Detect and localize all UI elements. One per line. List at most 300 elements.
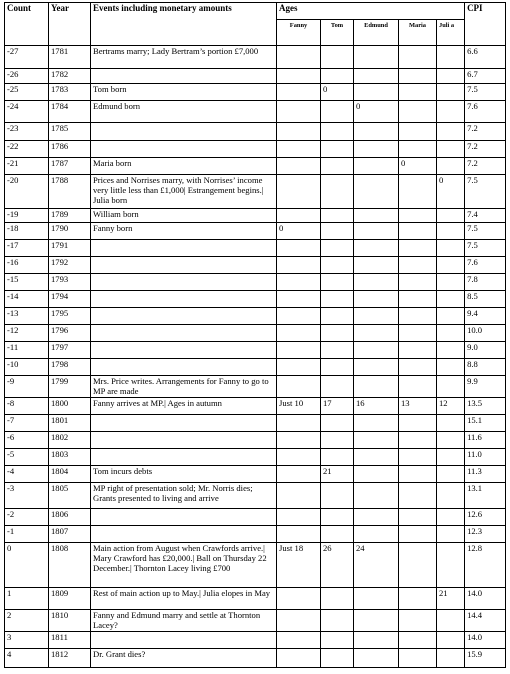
count-cell: -1 — [5, 526, 49, 543]
maria-age-cell — [399, 46, 437, 69]
julia-age-cell — [437, 46, 465, 69]
year-cell: 1804 — [49, 466, 91, 483]
year-cell: 1784 — [49, 101, 91, 123]
cpi-cell: 12.8 — [465, 543, 506, 588]
cpi-cell: 7.2 — [465, 123, 506, 141]
count-cell: -12 — [5, 325, 49, 342]
count-cell: -26 — [5, 69, 49, 84]
table-row — [5, 274, 506, 291]
cpi-cell: 8.8 — [465, 359, 506, 376]
julia-age-cell — [437, 123, 465, 141]
table-row — [5, 588, 506, 610]
fanny-age-cell — [277, 308, 321, 325]
maria-age-cell: 13 — [399, 398, 437, 415]
cpi-cell: 15.9 — [465, 649, 506, 668]
edmund-age-cell — [354, 342, 399, 359]
year-cell: 1789 — [49, 209, 91, 223]
julia-age-cell — [437, 432, 465, 449]
tom-age-cell: 21 — [321, 466, 354, 483]
tom-age-cell — [321, 632, 354, 649]
year-cell: 1792 — [49, 257, 91, 274]
cpi-cell: 7.5 — [465, 175, 506, 209]
tom-age-cell — [321, 46, 354, 69]
maria-age-cell — [399, 325, 437, 342]
fanny-age-cell: Just 18 — [277, 543, 321, 588]
tom-age-cell — [321, 449, 354, 466]
tom-age-cell: 17 — [321, 398, 354, 415]
year-cell: 1803 — [49, 449, 91, 466]
table-body — [5, 3, 506, 668]
count-cell: -3 — [5, 483, 49, 509]
maria-age-cell — [399, 632, 437, 649]
julia-age-cell — [437, 543, 465, 588]
table-row — [5, 325, 506, 342]
year-cell: 1782 — [49, 69, 91, 84]
event-cell — [91, 240, 277, 257]
maria-age-cell — [399, 308, 437, 325]
year-cell: 1811 — [49, 632, 91, 649]
edmund-age-cell — [354, 46, 399, 69]
table-row — [5, 543, 506, 588]
tom-age-cell — [321, 175, 354, 209]
event-cell — [91, 342, 277, 359]
table-row — [5, 483, 506, 509]
maria-age-cell — [399, 509, 437, 526]
event-cell — [91, 257, 277, 274]
year-cell: 1802 — [49, 432, 91, 449]
julia-header: Juli a — [437, 20, 465, 46]
count-cell: -27 — [5, 46, 49, 69]
year-cell: 1812 — [49, 649, 91, 668]
julia-age-cell — [437, 69, 465, 84]
fanny-age-cell — [277, 123, 321, 141]
edmund-age-cell — [354, 257, 399, 274]
year-cell: 1786 — [49, 141, 91, 158]
maria-age-cell — [399, 240, 437, 257]
event-cell: Prices and Norrises marry, with Norrises’ income very little less than £1,000| Estrangement begins.| Julia born — [91, 175, 277, 209]
julia-age-cell — [437, 415, 465, 432]
julia-age-cell — [437, 610, 465, 632]
tom-age-cell — [321, 240, 354, 257]
year-cell: 1788 — [49, 175, 91, 209]
table-row — [5, 376, 506, 398]
table-row — [5, 223, 506, 240]
fanny-age-cell — [277, 240, 321, 257]
year-cell: 1787 — [49, 158, 91, 175]
edmund-age-cell: 16 — [354, 398, 399, 415]
fanny-age-cell — [277, 175, 321, 209]
event-cell: Fanny arrives at MP.| Ages in autumn — [91, 398, 277, 415]
edmund-age-cell — [354, 209, 399, 223]
event-cell — [91, 359, 277, 376]
maria-age-cell — [399, 466, 437, 483]
cpi-cell: 7.5 — [465, 84, 506, 101]
tom-header: Tom — [321, 20, 354, 46]
event-cell — [91, 141, 277, 158]
cpi-cell: 10.0 — [465, 325, 506, 342]
count-cell: -24 — [5, 101, 49, 123]
tom-age-cell — [321, 649, 354, 668]
table-row — [5, 632, 506, 649]
tom-age-cell — [321, 342, 354, 359]
table-row — [5, 509, 506, 526]
cpi-cell: 15.1 — [465, 415, 506, 432]
event-cell: William born — [91, 209, 277, 223]
maria-age-cell — [399, 342, 437, 359]
cpi-cell: 12.3 — [465, 526, 506, 543]
edmund-age-cell — [354, 649, 399, 668]
edmund-age-cell — [354, 274, 399, 291]
julia-age-cell — [437, 141, 465, 158]
edmund-age-cell — [354, 308, 399, 325]
event-cell — [91, 308, 277, 325]
edmund-age-cell — [354, 610, 399, 632]
edmund-age-cell — [354, 291, 399, 308]
year-cell: 1809 — [49, 588, 91, 610]
julia-age-cell — [437, 158, 465, 175]
tom-age-cell — [321, 526, 354, 543]
edmund-age-cell — [354, 632, 399, 649]
count-header: Count — [5, 3, 49, 46]
cpi-cell: 6.6 — [465, 46, 506, 69]
count-cell: -11 — [5, 342, 49, 359]
count-cell: -23 — [5, 123, 49, 141]
events-header: Events including monetary amounts — [91, 3, 277, 46]
fanny-age-cell — [277, 359, 321, 376]
count-cell: -18 — [5, 223, 49, 240]
table-row — [5, 101, 506, 123]
year-cell: 1793 — [49, 274, 91, 291]
event-cell: Maria born — [91, 158, 277, 175]
cpi-header: CPI — [465, 3, 506, 46]
tom-age-cell — [321, 123, 354, 141]
year-cell: 1806 — [49, 509, 91, 526]
event-cell — [91, 415, 277, 432]
year-cell: 1798 — [49, 359, 91, 376]
cpi-cell: 9.9 — [465, 376, 506, 398]
cpi-cell: 9.4 — [465, 308, 506, 325]
year-cell: 1810 — [49, 610, 91, 632]
tom-age-cell — [321, 588, 354, 610]
maria-age-cell — [399, 543, 437, 588]
year-cell: 1791 — [49, 240, 91, 257]
event-cell — [91, 432, 277, 449]
fanny-age-cell — [277, 291, 321, 308]
year-cell: 1790 — [49, 223, 91, 240]
tom-age-cell — [321, 376, 354, 398]
tom-age-cell — [321, 610, 354, 632]
edmund-age-cell — [354, 84, 399, 101]
tom-age-cell — [321, 359, 354, 376]
tom-age-cell: 0 — [321, 84, 354, 101]
fanny-age-cell — [277, 158, 321, 175]
fanny-age-cell — [277, 509, 321, 526]
count-cell: -6 — [5, 432, 49, 449]
edmund-age-cell — [354, 466, 399, 483]
tom-age-cell — [321, 291, 354, 308]
edmund-age-cell — [354, 240, 399, 257]
cpi-cell: 14.0 — [465, 632, 506, 649]
julia-age-cell — [437, 359, 465, 376]
fanny-age-cell — [277, 257, 321, 274]
julia-age-cell — [437, 308, 465, 325]
table-row — [5, 209, 506, 223]
year-cell: 1794 — [49, 291, 91, 308]
julia-age-cell: 0 — [437, 175, 465, 209]
tom-age-cell — [321, 69, 354, 84]
julia-age-cell — [437, 509, 465, 526]
edmund-age-cell — [354, 376, 399, 398]
edmund-age-cell — [354, 175, 399, 209]
tom-age-cell — [321, 415, 354, 432]
edmund-age-cell — [354, 526, 399, 543]
count-cell: -21 — [5, 158, 49, 175]
event-cell: Tom born — [91, 84, 277, 101]
year-cell: 1797 — [49, 342, 91, 359]
table-row — [5, 432, 506, 449]
count-cell: -2 — [5, 509, 49, 526]
event-cell — [91, 449, 277, 466]
cpi-cell: 13.5 — [465, 398, 506, 415]
maria-age-cell — [399, 291, 437, 308]
event-cell — [91, 291, 277, 308]
julia-age-cell — [437, 325, 465, 342]
count-cell: -7 — [5, 415, 49, 432]
maria-age-cell — [399, 141, 437, 158]
year-cell: 1801 — [49, 415, 91, 432]
fanny-age-cell — [277, 84, 321, 101]
timeline-table — [4, 2, 506, 668]
cpi-cell: 11.6 — [465, 432, 506, 449]
ages-header: Ages — [277, 3, 465, 20]
count-cell: -13 — [5, 308, 49, 325]
event-cell — [91, 123, 277, 141]
cpi-cell: 9.0 — [465, 342, 506, 359]
year-cell: 1783 — [49, 84, 91, 101]
count-cell: 1 — [5, 588, 49, 610]
julia-age-cell — [437, 449, 465, 466]
tom-age-cell — [321, 101, 354, 123]
tom-age-cell — [321, 308, 354, 325]
julia-age-cell — [437, 376, 465, 398]
edmund-age-cell — [354, 69, 399, 84]
fanny-age-cell — [277, 415, 321, 432]
cpi-cell: 11.0 — [465, 449, 506, 466]
edmund-age-cell — [354, 588, 399, 610]
cpi-cell: 7.8 — [465, 274, 506, 291]
edmund-age-cell: 24 — [354, 543, 399, 588]
event-cell — [91, 632, 277, 649]
year-cell: 1781 — [49, 46, 91, 69]
cpi-cell: 6.7 — [465, 69, 506, 84]
fanny-age-cell — [277, 449, 321, 466]
fanny-age-cell: Just 10 — [277, 398, 321, 415]
fanny-age-cell: 0 — [277, 223, 321, 240]
count-cell: 4 — [5, 649, 49, 668]
julia-age-cell — [437, 483, 465, 509]
julia-age-cell: 12 — [437, 398, 465, 415]
event-cell: Tom incurs debts — [91, 466, 277, 483]
year-cell: 1795 — [49, 308, 91, 325]
count-cell: 3 — [5, 632, 49, 649]
julia-age-cell — [437, 257, 465, 274]
count-cell: -14 — [5, 291, 49, 308]
fanny-age-cell — [277, 526, 321, 543]
fanny-age-cell — [277, 141, 321, 158]
julia-age-cell — [437, 342, 465, 359]
tom-age-cell — [321, 509, 354, 526]
julia-age-cell — [437, 209, 465, 223]
maria-age-cell — [399, 69, 437, 84]
event-cell — [91, 509, 277, 526]
count-cell: -17 — [5, 240, 49, 257]
maria-age-cell — [399, 526, 437, 543]
cpi-cell: 8.5 — [465, 291, 506, 308]
fanny-age-cell — [277, 610, 321, 632]
maria-age-cell — [399, 432, 437, 449]
count-cell: -10 — [5, 359, 49, 376]
table-row — [5, 158, 506, 175]
table-row — [5, 84, 506, 101]
fanny-age-cell — [277, 325, 321, 342]
edmund-age-cell — [354, 359, 399, 376]
edmund-header: Edmund — [354, 20, 399, 46]
tom-age-cell — [321, 483, 354, 509]
julia-age-cell: 21 — [437, 588, 465, 610]
cpi-cell: 7.5 — [465, 223, 506, 240]
event-cell: Dr. Grant dies? — [91, 649, 277, 668]
fanny-age-cell — [277, 466, 321, 483]
table-row — [5, 141, 506, 158]
edmund-age-cell — [354, 158, 399, 175]
year-cell: 1796 — [49, 325, 91, 342]
tom-age-cell: 26 — [321, 543, 354, 588]
event-cell: Fanny and Edmund marry and settle at Thornton Lacey? — [91, 610, 277, 632]
tom-age-cell — [321, 257, 354, 274]
fanny-age-cell — [277, 649, 321, 668]
year-cell: 1808 — [49, 543, 91, 588]
year-cell: 1785 — [49, 123, 91, 141]
fanny-age-cell — [277, 69, 321, 84]
count-cell: -5 — [5, 449, 49, 466]
table-row — [5, 359, 506, 376]
fanny-age-cell — [277, 342, 321, 359]
edmund-age-cell — [354, 415, 399, 432]
year-cell: 1807 — [49, 526, 91, 543]
cpi-cell: 7.6 — [465, 257, 506, 274]
event-cell: Fanny born — [91, 223, 277, 240]
cpi-cell: 7.2 — [465, 158, 506, 175]
maria-age-cell — [399, 175, 437, 209]
maria-age-cell — [399, 209, 437, 223]
header-row — [5, 3, 506, 20]
event-cell: MP right of presentation sold; Mr. Norris dies; Grants presented to living and arrive — [91, 483, 277, 509]
maria-header: Maria — [399, 20, 437, 46]
julia-age-cell — [437, 240, 465, 257]
cpi-cell: 12.6 — [465, 509, 506, 526]
table-row — [5, 415, 506, 432]
maria-age-cell — [399, 123, 437, 141]
fanny-age-cell — [277, 46, 321, 69]
julia-age-cell — [437, 101, 465, 123]
event-cell: Rest of main action up to May.| Julia elopes in May — [91, 588, 277, 610]
maria-age-cell — [399, 588, 437, 610]
table-row — [5, 610, 506, 632]
cpi-cell: 7.4 — [465, 209, 506, 223]
edmund-age-cell — [354, 432, 399, 449]
cpi-cell: 14.4 — [465, 610, 506, 632]
maria-age-cell — [399, 257, 437, 274]
cpi-cell: 7.6 — [465, 101, 506, 123]
event-cell: Bertrams marry; Lady Bertram’s portion £7,000 — [91, 46, 277, 69]
maria-age-cell — [399, 415, 437, 432]
table-row — [5, 69, 506, 84]
tom-age-cell — [321, 141, 354, 158]
fanny-age-cell — [277, 432, 321, 449]
count-cell: -15 — [5, 274, 49, 291]
maria-age-cell — [399, 84, 437, 101]
cpi-cell: 11.3 — [465, 466, 506, 483]
year-header: Year — [49, 3, 91, 46]
maria-age-cell — [399, 223, 437, 240]
count-cell: -4 — [5, 466, 49, 483]
edmund-age-cell — [354, 483, 399, 509]
julia-age-cell — [437, 649, 465, 668]
edmund-age-cell — [354, 123, 399, 141]
edmund-age-cell — [354, 449, 399, 466]
edmund-age-cell — [354, 223, 399, 240]
julia-age-cell — [437, 223, 465, 240]
count-cell: -25 — [5, 84, 49, 101]
tom-age-cell — [321, 325, 354, 342]
table-row — [5, 398, 506, 415]
julia-age-cell — [437, 526, 465, 543]
count-cell: 2 — [5, 610, 49, 632]
edmund-age-cell — [354, 509, 399, 526]
maria-age-cell: 0 — [399, 158, 437, 175]
table-row — [5, 46, 506, 69]
maria-age-cell — [399, 610, 437, 632]
tom-age-cell — [321, 209, 354, 223]
julia-age-cell — [437, 291, 465, 308]
event-cell: Edmund born — [91, 101, 277, 123]
count-cell: -19 — [5, 209, 49, 223]
maria-age-cell — [399, 359, 437, 376]
year-cell: 1799 — [49, 376, 91, 398]
edmund-age-cell: 0 — [354, 101, 399, 123]
count-cell: -9 — [5, 376, 49, 398]
maria-age-cell — [399, 449, 437, 466]
table-row — [5, 649, 506, 668]
table-row — [5, 175, 506, 209]
event-cell — [91, 325, 277, 342]
table-row — [5, 308, 506, 325]
maria-age-cell — [399, 483, 437, 509]
table-row — [5, 123, 506, 141]
maria-age-cell — [399, 274, 437, 291]
year-cell: 1800 — [49, 398, 91, 415]
cpi-cell: 7.5 — [465, 240, 506, 257]
edmund-age-cell — [354, 325, 399, 342]
fanny-age-cell — [277, 101, 321, 123]
fanny-header: Fanny — [277, 20, 321, 46]
count-cell: -22 — [5, 141, 49, 158]
table-row — [5, 449, 506, 466]
count-cell: -16 — [5, 257, 49, 274]
fanny-age-cell — [277, 483, 321, 509]
table-row — [5, 240, 506, 257]
table-row — [5, 342, 506, 359]
